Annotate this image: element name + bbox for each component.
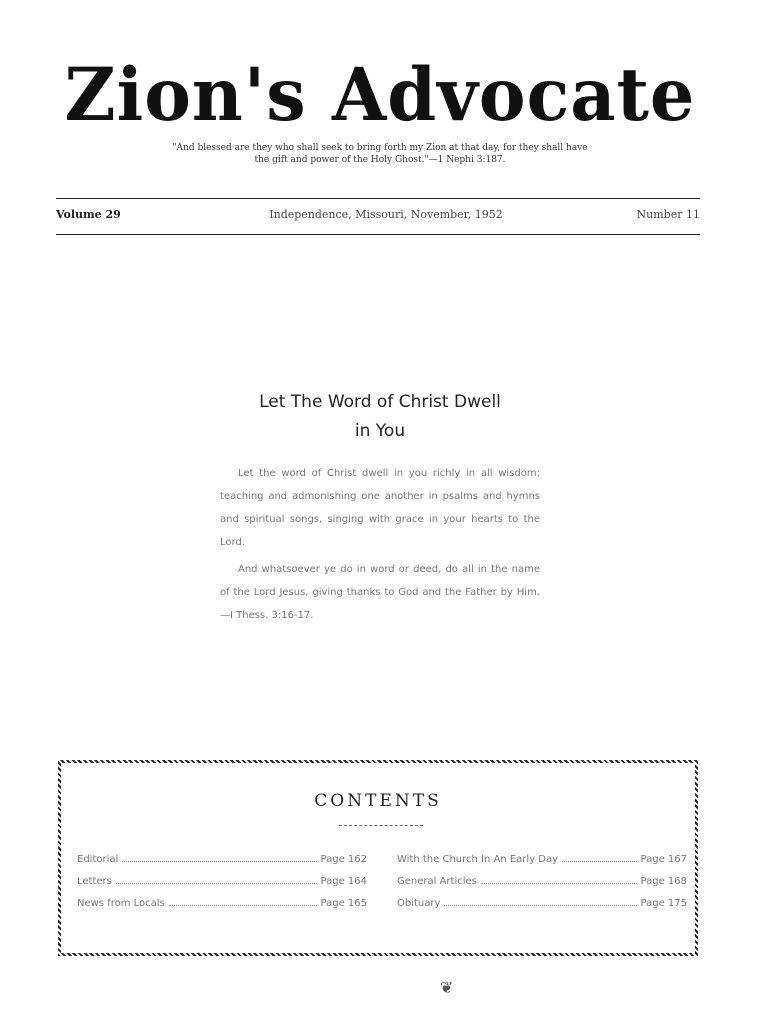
toc-entry-page: Page 168 — [640, 876, 687, 887]
toc-entry — [77, 897, 367, 919]
ornament-divider — [339, 825, 423, 832]
toc-entry-page: Page 175 — [640, 898, 687, 909]
toc-entry-page: Page 164 — [320, 876, 367, 887]
toc-entry — [397, 853, 687, 875]
feature-title-line2: in You — [354, 421, 406, 441]
toc-entry — [77, 853, 367, 875]
toc-leader-dots — [169, 897, 317, 906]
feature-paragraph: And whatsoever ye do in word or deed, do all in the name of the Lord Jesus, giving thanks to God and the Father by Him.—I Thess. 3:16-17. — [220, 564, 540, 621]
toc-entry-label: Letters — [77, 876, 112, 887]
toc-entry-page: Page 162 — [320, 854, 367, 865]
toc-entry — [77, 875, 367, 897]
toc-entry-label: Obituary — [397, 898, 441, 909]
contents-heading: CONTENTS — [314, 791, 442, 811]
issue-line — [56, 208, 700, 226]
toc-entry-label: Editorial — [77, 854, 119, 865]
toc-entry-label: News from Locals — [77, 898, 165, 909]
toc-column-left — [77, 853, 367, 919]
toc-entry — [397, 897, 687, 919]
toc-entry — [397, 875, 687, 897]
toc-entry-label: With the Church In An Early Day — [397, 854, 559, 865]
toc-leader-dots — [122, 853, 316, 862]
toc-leader-dots — [444, 897, 636, 906]
issue-number: Number 11 — [636, 208, 700, 221]
feature-title-line1: Let The Word of Christ Dwell — [259, 392, 501, 412]
toc-entry-label: General Articles — [397, 876, 477, 887]
issue-place-date: Independence, Missouri, November, 1952 — [269, 208, 503, 221]
toc-leader-dots — [481, 875, 637, 884]
masthead-title: Zion's Advocate — [64, 50, 696, 139]
masthead — [60, 50, 700, 166]
feature-title — [220, 388, 540, 446]
toc-entry-page: Page 167 — [640, 854, 687, 865]
toc-leader-dots — [562, 853, 636, 862]
contents-box — [58, 760, 698, 956]
header-rule-bottom — [56, 234, 700, 235]
toc-entry-page: Page 165 — [320, 898, 367, 909]
fleuron-ornament-icon: ❦ — [440, 978, 454, 997]
issue-volume: Volume 29 — [56, 208, 121, 221]
toc-column-right — [397, 853, 687, 919]
feature-article — [220, 388, 540, 631]
toc-leader-dots — [116, 875, 317, 884]
masthead-motto: "And blessed are they who shall seek to bring forth my Zion at that day, for they shall have the gift and power of the Holy Ghost."—1 Nephi 3:187. — [172, 143, 588, 165]
header-rule-top — [56, 198, 700, 199]
feature-paragraph: Let the word of Christ dwell in you richly in all wisdom; teaching and admonishing one another in psalms and hymns and spiritual songs, singing with grace in your hearts to the Lord. — [220, 468, 540, 548]
